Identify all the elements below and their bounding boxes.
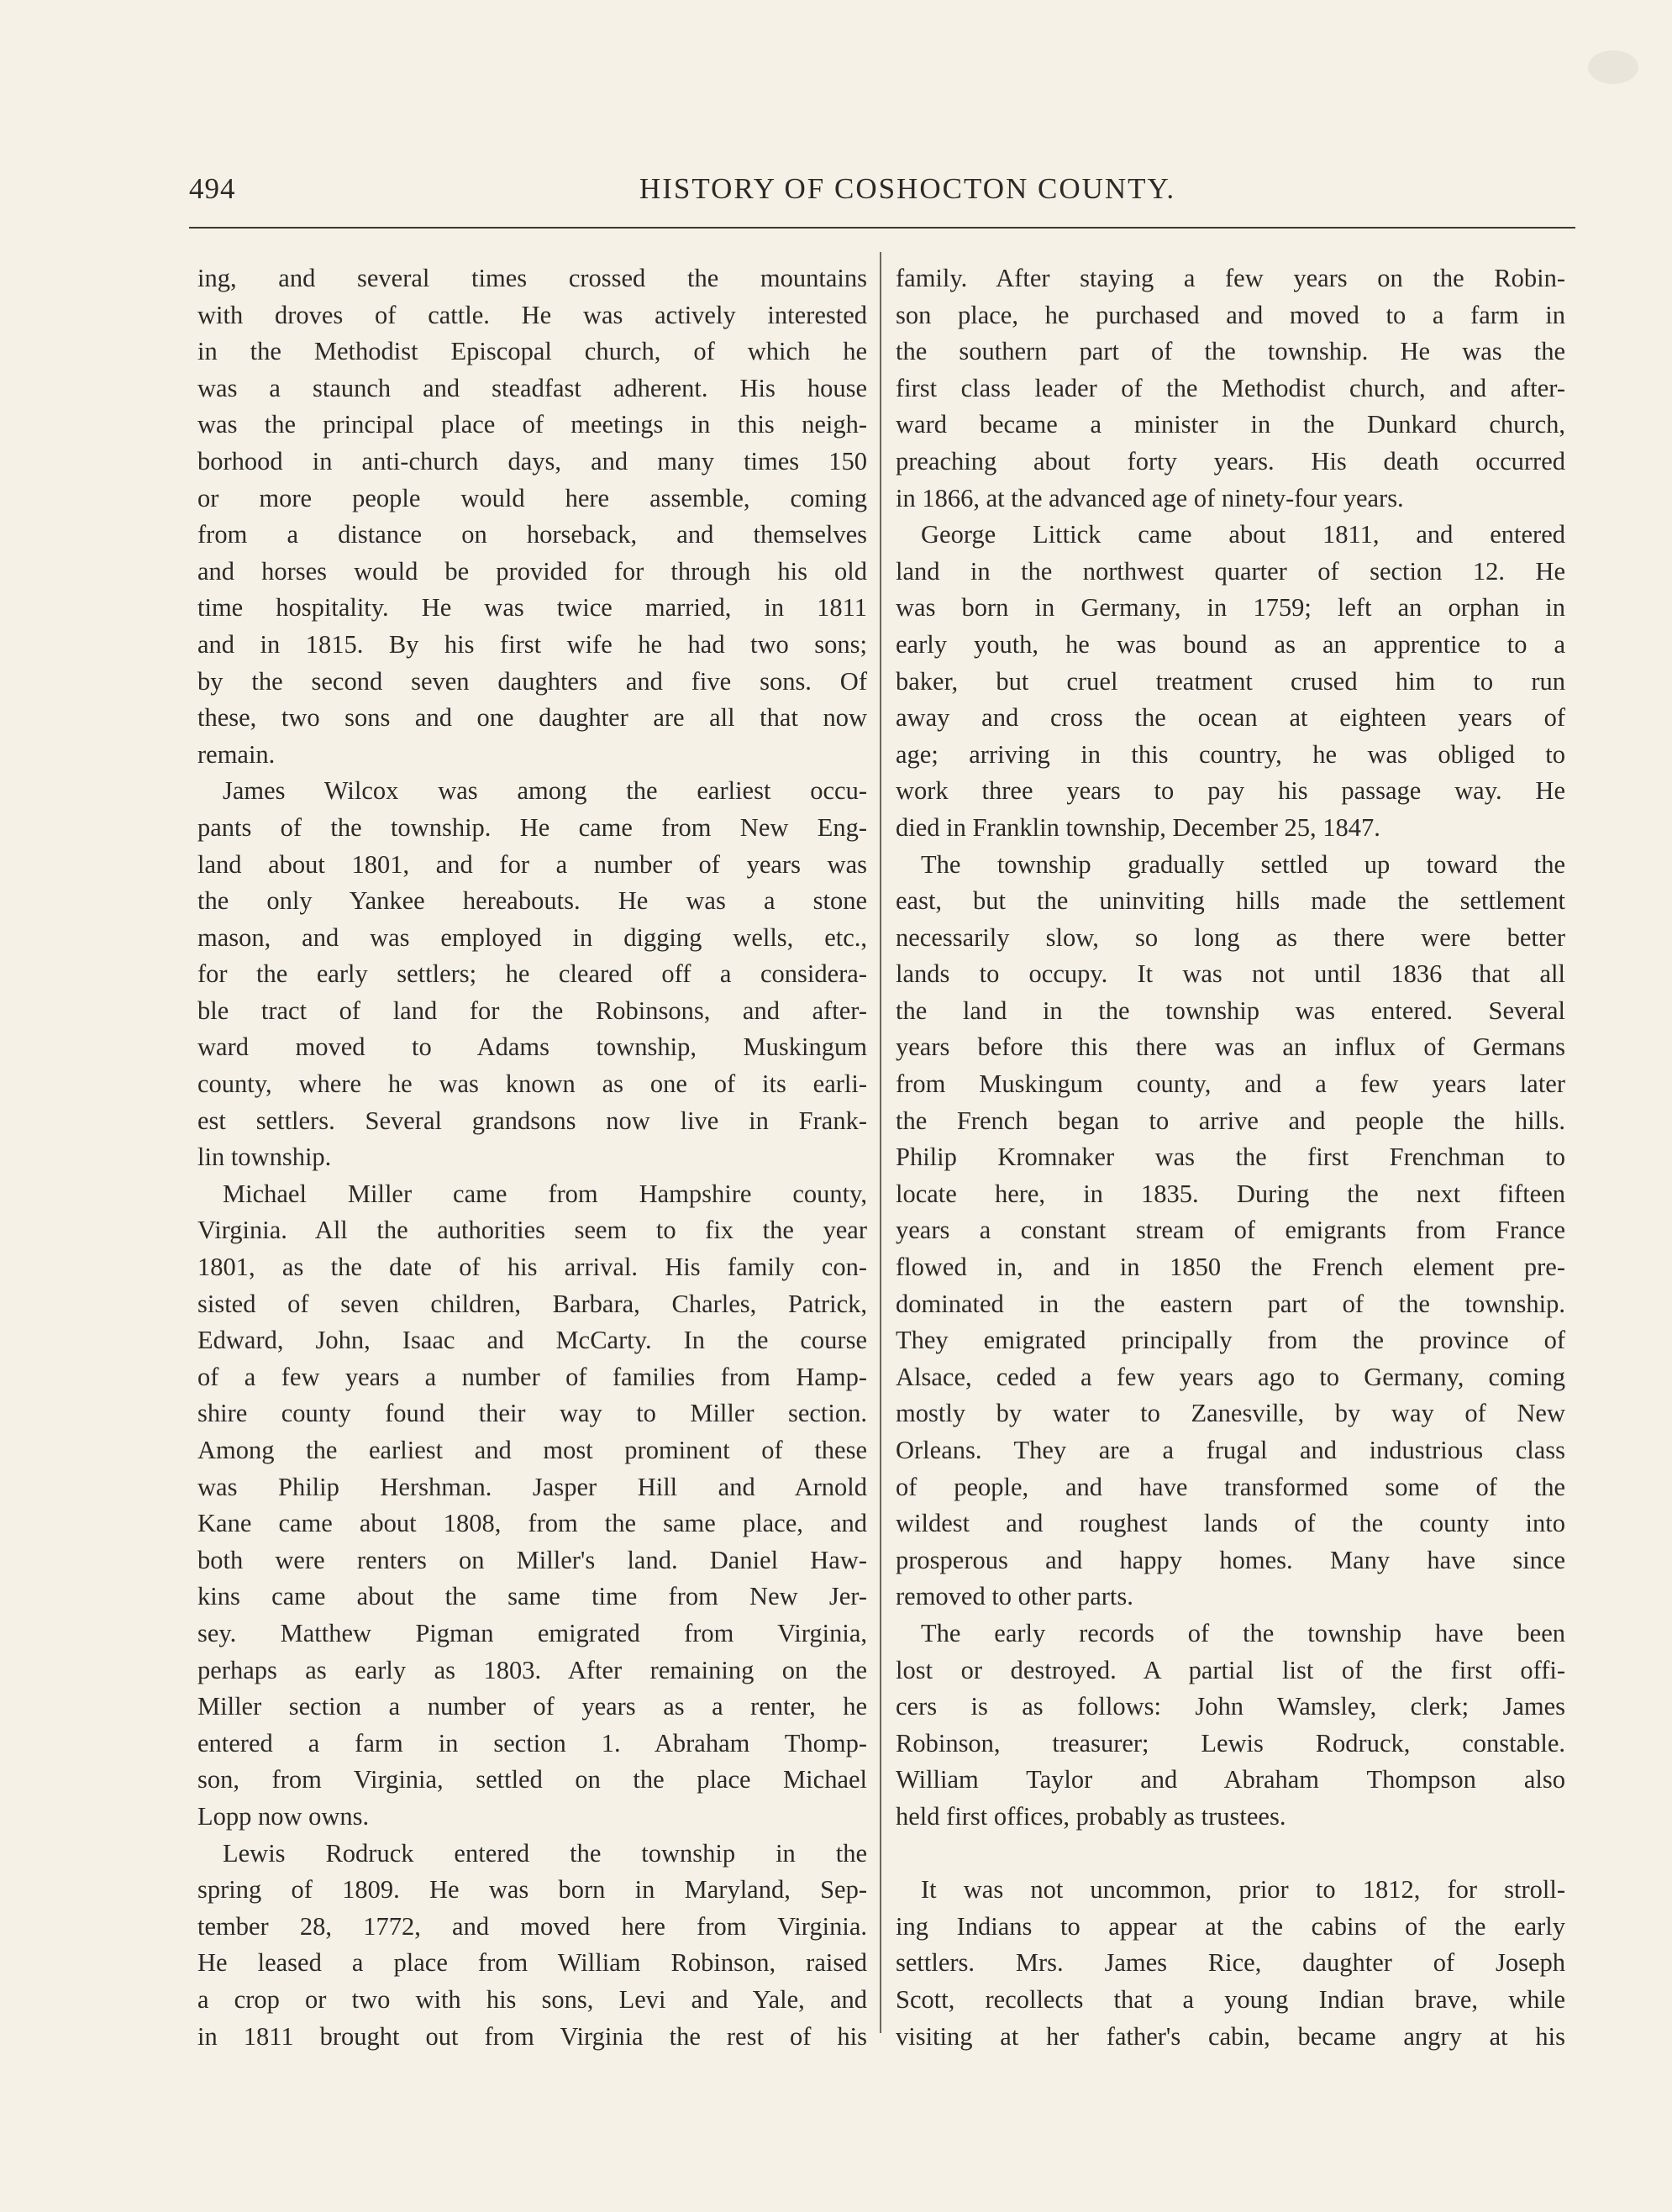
text-line: preaching about forty years. His death occurred: [896, 446, 1565, 476]
text-line: ing, and several times crossed the mountains: [197, 264, 867, 292]
text-line: He leased a place from William Robinson, raised: [197, 1948, 867, 1978]
text-line: years before this there was an influx of Germans: [896, 1032, 1565, 1062]
text-line: from a distance on horseback, and themselves: [197, 520, 867, 549]
text-line: Lopp now owns.: [197, 1801, 370, 1831]
text-line: and horses would be provided for through his old: [197, 556, 867, 586]
text-line: land in the northwest quarter of section 12. He: [896, 556, 1565, 586]
text-line: entered a farm in section 1. Abraham Thomp-: [197, 1728, 867, 1758]
text-line: east, but the uninviting hills made the settlement: [896, 886, 1565, 916]
text-line: mason, and was employed in digging wells, etc.,: [197, 922, 867, 952]
text-line: was the principal place of meetings in this neigh-: [197, 410, 867, 439]
text-line: in 1811 brought out from Virginia the rest of his: [197, 2021, 867, 2051]
text-line: 1801, as the date of his arrival. His family con-: [197, 1253, 867, 1282]
text-line: years a constant stream of emigrants from France: [896, 1216, 1565, 1245]
text-line: son place, he purchased and moved to a farm in: [896, 300, 1565, 329]
text-line: Edward, John, Isaac and McCarty. In the course: [197, 1326, 867, 1355]
page-header: [189, 172, 1575, 214]
text-line: of people, and have transformed some of the: [896, 1472, 1565, 1501]
text-line: these, two sons and one daughter are all that now: [197, 703, 867, 733]
text-line: with droves of cattle. He was actively interested: [197, 300, 867, 329]
text-line: borhood in anti-church days, and many times 150: [197, 446, 867, 476]
text-line: in the Methodist Episcopal church, of which he: [197, 337, 867, 366]
text-line: remain.: [197, 739, 276, 769]
text-line: ble tract of land for the Robinsons, and after-: [197, 996, 867, 1025]
text-line: tember 28, 1772, and moved here from Virginia.: [197, 1911, 867, 1941]
text-line: early youth, he was bound as an apprentice to a: [896, 629, 1565, 659]
text-line: held first offices, probably as trustees.: [896, 1801, 1286, 1831]
text-line: time hospitality. He was twice married, in 1811: [197, 593, 867, 623]
text-line: sisted of seven children, Barbara, Charles, Patrick,: [197, 1289, 867, 1318]
running-title: HISTORY OF COSHOCTON COUNTY.: [639, 172, 1176, 205]
text-line: was born in Germany, in 1759; left an orphan in: [896, 593, 1565, 623]
text-line: ing Indians to appear at the cabins of the early: [896, 1911, 1565, 1941]
text-line: son, from Virginia, settled on the place Michael: [197, 1765, 867, 1794]
text-line: for the early settlers; he cleared off a considera-: [197, 959, 867, 989]
text-line: the French began to arrive and people the hills.: [896, 1106, 1565, 1135]
text-line: of a few years a number of families from Hamp-: [197, 1362, 867, 1391]
text-line: Lewis Rodruck entered the township in the: [223, 1838, 867, 1868]
text-line: flowed in, and in 1850 the French element pre-: [896, 1253, 1565, 1282]
text-line: est settlers. Several grandsons now live in Frank-: [197, 1106, 867, 1135]
text-line: shire county found their way to Miller section.: [197, 1399, 867, 1428]
text-line: by the second seven daughters and five sons. Of: [197, 666, 867, 696]
text-line: Robinson, treasurer; Lewis Rodruck, constable.: [896, 1728, 1565, 1758]
text-line: Among the earliest and most prominent of these: [197, 1436, 867, 1464]
text-line: was Philip Hershman. Jasper Hill and Arnold: [197, 1472, 867, 1501]
text-line: mostly by water to Zanesville, by way of New: [896, 1399, 1565, 1428]
text-line: or more people would here assemble, coming: [197, 483, 867, 512]
text-line: land about 1801, and for a number of years was: [197, 849, 867, 879]
text-line: settlers. Mrs. James Rice, daughter of Joseph: [896, 1948, 1565, 1978]
header-rule: [189, 227, 1575, 229]
text-line: dominated in the eastern part of the township.: [896, 1289, 1565, 1318]
text-line: cers is as follows: John Wamsley, clerk; James: [896, 1692, 1565, 1721]
column-divider: [880, 252, 881, 2033]
text-line: visiting at her father's cabin, became angry at his: [896, 2021, 1565, 2051]
text-line: spring of 1809. He was born in Maryland, Sep-: [197, 1875, 867, 1905]
text-line: Scott, recollects that a young Indian brave, while: [896, 1984, 1565, 2014]
text-line: age; arriving in this country, he was obliged to: [896, 739, 1565, 769]
text-line: kins came about the same time from New Jer-: [197, 1582, 867, 1611]
text-line: the land in the township was entered. Several: [896, 996, 1565, 1025]
text-line: They emigrated principally from the province of: [896, 1326, 1565, 1355]
text-line: Miller section a number of years as a renter, he: [197, 1692, 867, 1721]
text-line: locate here, in 1835. During the next fifteen: [896, 1179, 1565, 1208]
text-line: ward moved to Adams township, Muskingum: [197, 1032, 867, 1062]
text-line: sey. Matthew Pigman emigrated from Virginia,: [197, 1618, 867, 1647]
text-line: county, where he was known as one of its earli-: [197, 1069, 867, 1099]
text-line: died in Franklin township, December 25, 1847.: [896, 812, 1380, 842]
text-line: William Taylor and Abraham Thompson also: [896, 1765, 1565, 1794]
text-line: the southern part of the township. He was the: [896, 337, 1565, 366]
text-line: lands to occupy. It was not until 1836 that all: [896, 959, 1565, 989]
text-line: Alsace, ceded a few years ago to Germany, coming: [896, 1362, 1565, 1391]
text-line: necessarily slow, so long as there were better: [896, 922, 1565, 952]
text-line: was a staunch and steadfast adherent. His house: [197, 373, 867, 402]
text-line: lost or destroyed. A partial list of the first offi-: [896, 1655, 1565, 1684]
text-line: The early records of the township have been: [921, 1618, 1565, 1647]
text-line: Michael Miller came from Hampshire county,: [223, 1179, 867, 1208]
text-line: and in 1815. By his first wife he had two sons;: [197, 629, 867, 659]
right-column: [896, 260, 1565, 2055]
page-number: 494: [189, 172, 236, 205]
text-line: ward became a minister in the Dunkard church,: [896, 410, 1565, 439]
paragraph-gap: [896, 1836, 1565, 1873]
text-line: lin township.: [197, 1143, 332, 1172]
text-line: from Muskingum county, and a few years later: [896, 1069, 1565, 1099]
text-line: Virginia. All the authorities seem to fix the year: [197, 1216, 867, 1245]
left-column: [197, 260, 867, 2055]
text-line: Orleans. They are a frugal and industrious class: [896, 1436, 1565, 1464]
text-line: The township gradually settled up toward the: [921, 849, 1565, 879]
text-line: a crop or two with his sons, Levi and Yale, and: [197, 1984, 867, 2014]
text-line: Philip Kromnaker was the first Frenchman to: [896, 1143, 1565, 1172]
text-line: work three years to pay his passage way. He: [896, 776, 1565, 806]
text-line: Kane came about 1808, from the same place, and: [197, 1509, 867, 1538]
text-line: the only Yankee hereabouts. He was a stone: [197, 886, 867, 916]
text-line: away and cross the ocean at eighteen years of: [896, 703, 1565, 733]
text-line: in 1866, at the advanced age of ninety-four years.: [896, 483, 1404, 512]
text-line: family. After staying a few years on the Robin-: [896, 264, 1565, 292]
text-line: James Wilcox was among the earliest occu-: [223, 776, 867, 806]
text-line: perhaps as early as 1803. After remaining on the: [197, 1655, 867, 1684]
text-line: pants of the township. He came from New Eng-: [197, 812, 867, 842]
text-line: first class leader of the Methodist church, and after-: [896, 373, 1565, 402]
text-line: baker, but cruel treatment crused him to run: [896, 666, 1565, 696]
text-line: George Littick came about 1811, and entered: [921, 520, 1565, 549]
paper-stain: [1588, 50, 1638, 84]
text-line: prosperous and happy homes. Many have since: [896, 1545, 1565, 1574]
text-line: both were renters on Miller's land. Daniel Haw-: [197, 1545, 867, 1574]
text-line: wildest and roughest lands of the county into: [896, 1509, 1565, 1538]
text-line: removed to other parts.: [896, 1582, 1133, 1611]
text-line: It was not uncommon, prior to 1812, for stroll-: [921, 1875, 1565, 1905]
